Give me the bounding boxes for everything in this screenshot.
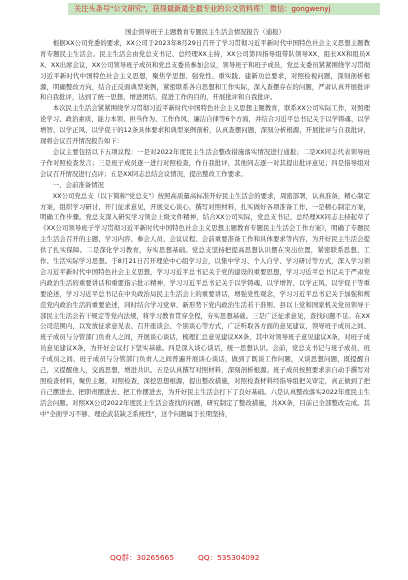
top-banner[interactable]: 关注头条号"公文研究"，获得最新最全最专业的公文资料库！ 微信：gongwenyj (68, 3, 380, 15)
paragraph-overview: 本次民主生活会紧紧围绕学习贯彻习近平新时代中国特色社会主义思想主题教育，联系XX公司实际工作，对照理论学习、政治素质、能力本领、担当作为、工作作风、廉洁自律等6个方面，并结合习近平总书记关于以学铸魂、以学增智、以学正风、以学促干的12条具体要求和典型案例剖析，认真查摆问题，深刻分析根源，开展批评与自我批评，现将会议召开情况报告如下： (40, 104, 370, 146)
qq-group-text: QQ群：30265665 (110, 553, 175, 562)
contact-footer (110, 551, 300, 565)
document-title: 国企领导班子主题教育专题民主生活会情况报告（通报） (125, 28, 285, 36)
paragraph-intro: 根据XX公司党委的要求，XX公司于2023年8月29日召开了学习贯彻习近平新时代中国特色社会主义思想主题教育专题民主生活会。民主生活会由党总支书记、总经理XX主持，XX公司第四指导组带队领导XX、组长XX和组员XX、XX出席会议，XX公司领导班子成员和党总支委员参加会议，领导班子和班子成员，党总支委员紧紧围绕学习贯彻习近平新时代中国特色社会主义思想，聚焦学思想、强党性、重实践、建新功总要求，对照检视问题，深刻剖析根源，明确整改方向，结合正反面典型案例，紧密联系各自思想和工作实际，深入查摆存在的问题，严肃认真开展批评和自我批评，达到了统一思想、增进团结、促进工作的目的，开展批评和自我批评。 (40, 38, 370, 102)
section-heading: 一、会前准备情况 (52, 180, 104, 189)
qq-text: QQ：535304092 (198, 553, 260, 562)
document-body (40, 27, 370, 420)
paragraph-agenda: 会议主要包括以下五项议程：一是对2022年度民主生活会整改措施落实情况进行通报；二是XX同志代表领导班子作对照检查发言；三是班子成员逐一进行对照检查，作自我批评，其他同志逐一对其提出批评意见；四是指导组对会议召开情况进行点评；五是XX同志总结会议情况，提出整改工作要求。 (40, 147, 370, 178)
paragraph-preparation: XX公司党总支（以下简称"党总支"）按照高质量高标准开好民主生活会的要求，周密部署，认真准备，精心制定方案，组织学习研讨，开门征求意见，开展交心谈心，撰写对照材料，扎实做好各项准备工作，一是精心制定方案，明确工作步骤。党总支深入研究学习领会上级文件精神，结合XX公司实际，党总支书记、总经理XX同志主持起草了《XX公司领导班子学习贯彻习近平新时代中国特色社会主义思想主题教育专题民主生活会工作方案》，明确了专题民主生活会召开的主题、学习内容、参会人员、会议议程、会前重要准备工作和具体要求等内容，为开好民主生活会提供了扎实保障。二是深化学习教育，夯实思想基础。党总支坚持把提高思想认识摆在突出位置，紧密联系思想、工作、生活实际学习思想。于8月21日召开理论中心组学习会，以集中学习、个人自学、学习研讨等方式，深入学习领会习近平新时代中国特色社会主义思想，学习习近平总书记关于党的建设的重要思想，学习习近平总书记关于严肃党内政治生活的重要讲话和重要指示批示精神，学习习近平总书记关于以学铸魂、以学增智、以学正风、以学促干等重要论述，学习习近平总书记在中央政治局民主生活会上的重要讲话，增强党性观念，学习习近平总书记关于加强和规范党内政治生活的重要论述，同时结合学习党章、新形势下党内政治生活若干准则、县以上党和国家机关党员领导干部民主生活会若干规定等党内法规，将学习教育贯穿全程，夯实思想基础。三是广泛征求意见，查找问题不足。在XX公司范围内，以发放征求意见表、召开座谈会、个别谈心等方式，广泛听取各方面的意见建议，领导班子成员之间、班子成员与分管部门负责人之间，开展谈心谈话，梳理汇总意见建议XX条，其中对领导班子意见建议X条，对班子成员意见建议X条，为开好会议打下坚实基础。四是深入谈心谈话，统一思想认识。会前，党总支书记与班子成员、班子成员之间、班子成员与分管部门负责人之间普遍开展谈心谈话，做到了既谈工作问题，又谈思想问题，既提醒自己，又提醒他人，交流思想，增进共识。五是认真撰写对照材料，深刻剖析根源。班子成员按照要求亲自动手撰写对照检查材料，聚焦主题，对照检查，深挖思想根源，提出整改措施，对照检查材料经指导组把关审定，真正做到了把自己摆进去、把职责摆进去、把工作摆进去，为开好民主生活会打下了良好基础。六是认真整改落实2022年度民主生活会问题。对照XX公司2022年度民主生活会查找的问题，研究制定了整改措施，共XX条，目前已全部整改完成。其中"全面学习不够、理论武装缺乏系统性"，这个问题属于长期坚持， (40, 191, 370, 418)
